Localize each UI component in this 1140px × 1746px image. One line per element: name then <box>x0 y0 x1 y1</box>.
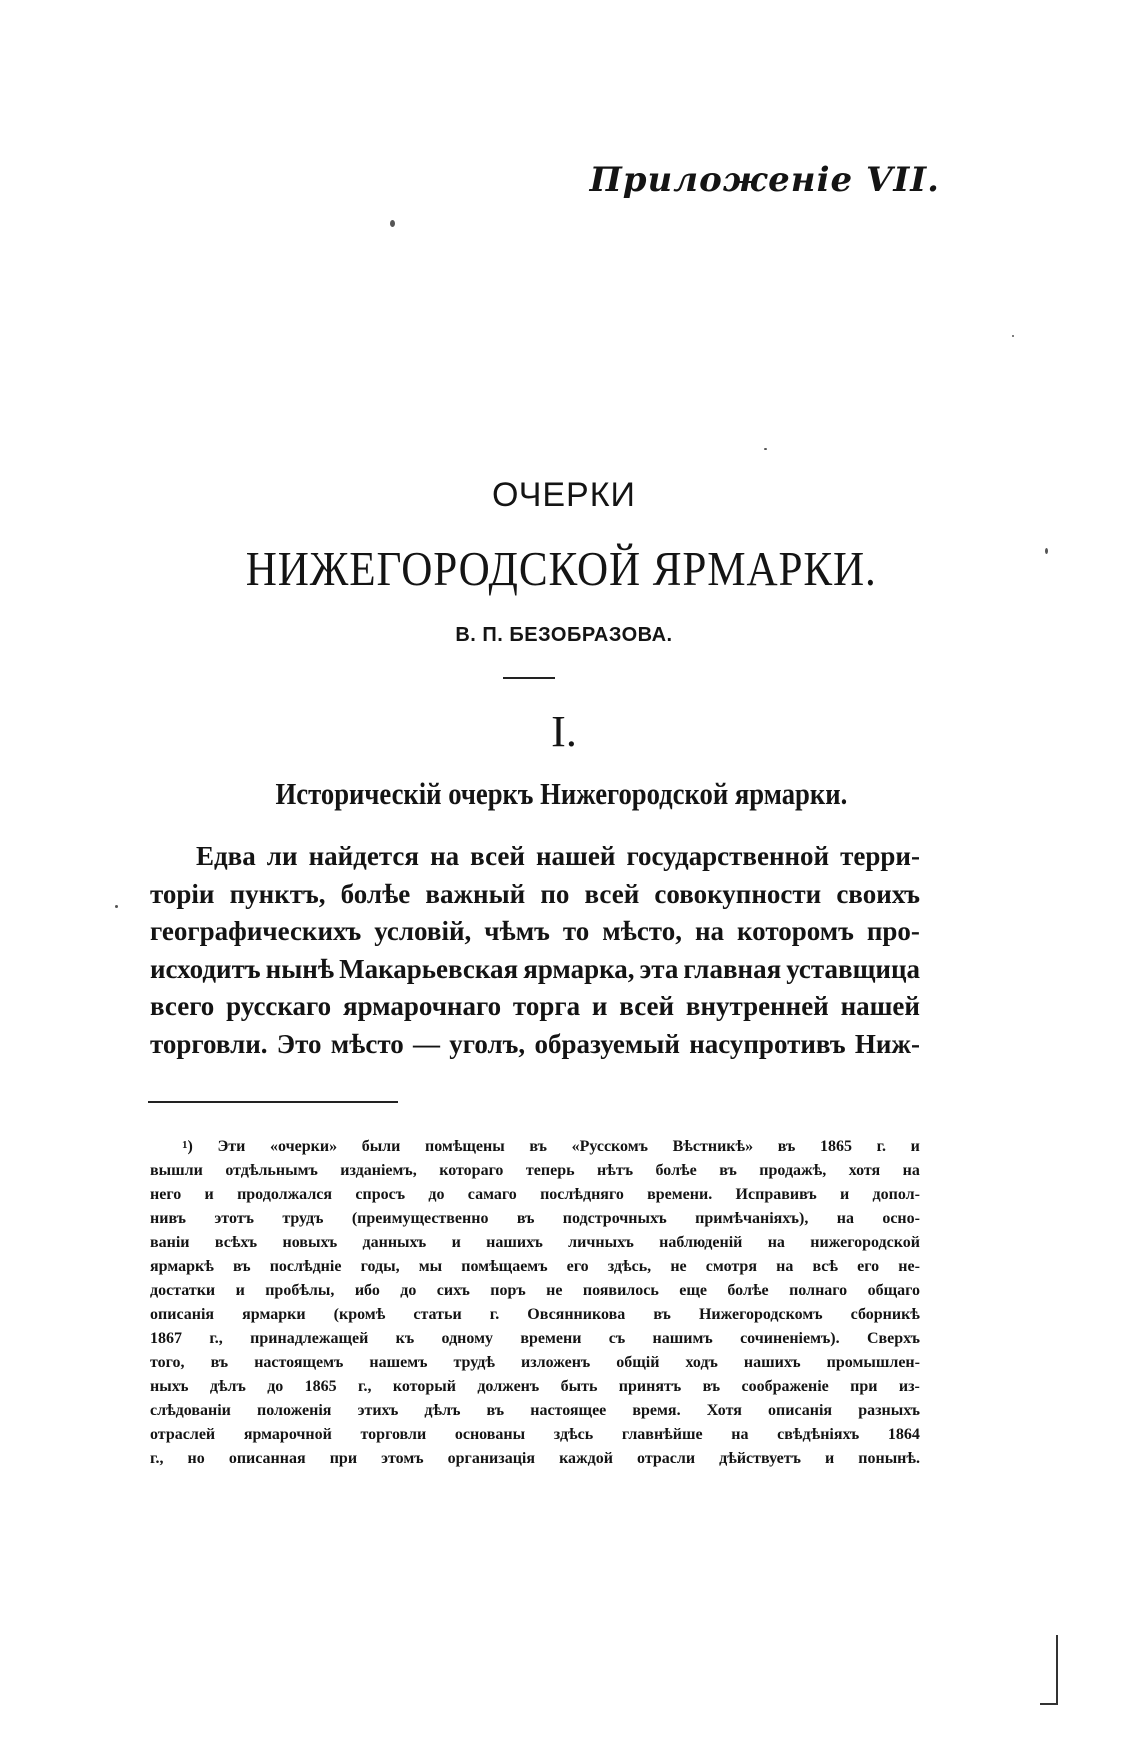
footnote-line: достатки и пробѣлы, ибо до сихъ поръ не появилось еще болѣе полнаго общаго <box>150 1282 920 1299</box>
title-divider <box>503 677 555 679</box>
footnote-line: слѣдованіи положенія этихъ дѣлъ въ настоящее время. Хотя описанія разныхъ <box>150 1402 920 1419</box>
footnote-line: того, въ настоящемъ нашемъ трудѣ изложенъ общій ходъ нашихъ промышлен- <box>150 1354 920 1371</box>
body-line: географическихъ условій, чѣмъ то мѣсто, на которомъ про- <box>150 916 920 946</box>
body-line: торіи пунктъ, болѣе важный по всей совокупности своихъ <box>150 878 920 909</box>
body-paragraph <box>150 838 920 1063</box>
footnote-line: нивъ этотъ трудъ (преимущественно въ подстрочныхъ примѣчаніяхъ), на осно- <box>150 1210 920 1227</box>
body-line: исходитъ нынѣ Макарьевская ярмарка, эта главная уставщица <box>150 953 920 984</box>
footnote-line: вышли отдѣльнымъ изданіемъ, котораго теперь нѣтъ болѣе въ продажѣ, хотя на <box>150 1162 920 1179</box>
footnote-line: отраслей ярмарочной торговли основаны здѣсь главнѣйше на свѣдѣніяхъ 1864 <box>150 1426 920 1443</box>
title-fair: НИЖЕГОРОДСКОЙ ЯРМАРКИ. <box>245 541 877 596</box>
footnote-line: ваніи всѣхъ новыхъ данныхъ и нашихъ личныхъ наблюденій на нижегородской <box>150 1234 920 1251</box>
page-edge-mark <box>1040 1635 1058 1705</box>
footnote-line: 1867 г., принадлежащей къ одному времени съ нашимъ сочиненіемъ). Сверхъ <box>150 1330 920 1347</box>
title-essays: ОЧЕРКИ <box>492 476 636 514</box>
footnote-line: $^1$) Эти «очерки» были помѣщены въ «Русскомъ Вѣстникѣ» въ 1865 г. и <box>182 1138 920 1155</box>
section-heading: Историческій очеркъ Нижегородской ярмарки. <box>275 776 848 811</box>
print-speck <box>1012 335 1014 337</box>
appendix-heading: Приложеніе VII. <box>589 160 940 200</box>
footnote <box>150 1135 920 1471</box>
print-speck <box>764 448 767 450</box>
footnote-line: г., но описанная при этомъ организація каждой отрасли дѣйствуетъ и понынѣ. <box>150 1450 920 1467</box>
print-speck <box>115 905 118 908</box>
footnote-marker: 1 <box>182 1139 188 1151</box>
body-line: всего русскаго ярмарочнаго торга и всей внутренней нашей <box>150 991 920 1021</box>
body-line: Едва ли найдется на всей нашей государственной терри- <box>196 841 920 871</box>
author-name: В. П. БЕЗОБРАЗОВА. <box>455 624 673 646</box>
section-number: I. <box>551 707 577 756</box>
footnote-line: описанія ярмарки (кромѣ статьи г. Овсянникова въ Нижегородскомъ сборникѣ <box>150 1306 920 1323</box>
print-speck <box>390 220 395 227</box>
body-line: торговли. Это мѣсто — уголъ, образуемый насупротивъ Ниж- <box>150 1028 920 1059</box>
footnote-line: ярмаркѣ въ послѣдніе годы, мы помѣщаемъ его здѣсь, не смотря на всѣ его не- <box>150 1258 920 1275</box>
footnote-line: него и продолжался спросъ до самаго послѣдняго времени. Исправивъ и допол- <box>150 1186 920 1203</box>
footnote-line: ныхъ дѣлъ до 1865 г., который долженъ быть принятъ въ соображеніе при из- <box>150 1378 920 1395</box>
footnote-divider <box>148 1101 398 1103</box>
print-speck <box>1045 548 1048 554</box>
